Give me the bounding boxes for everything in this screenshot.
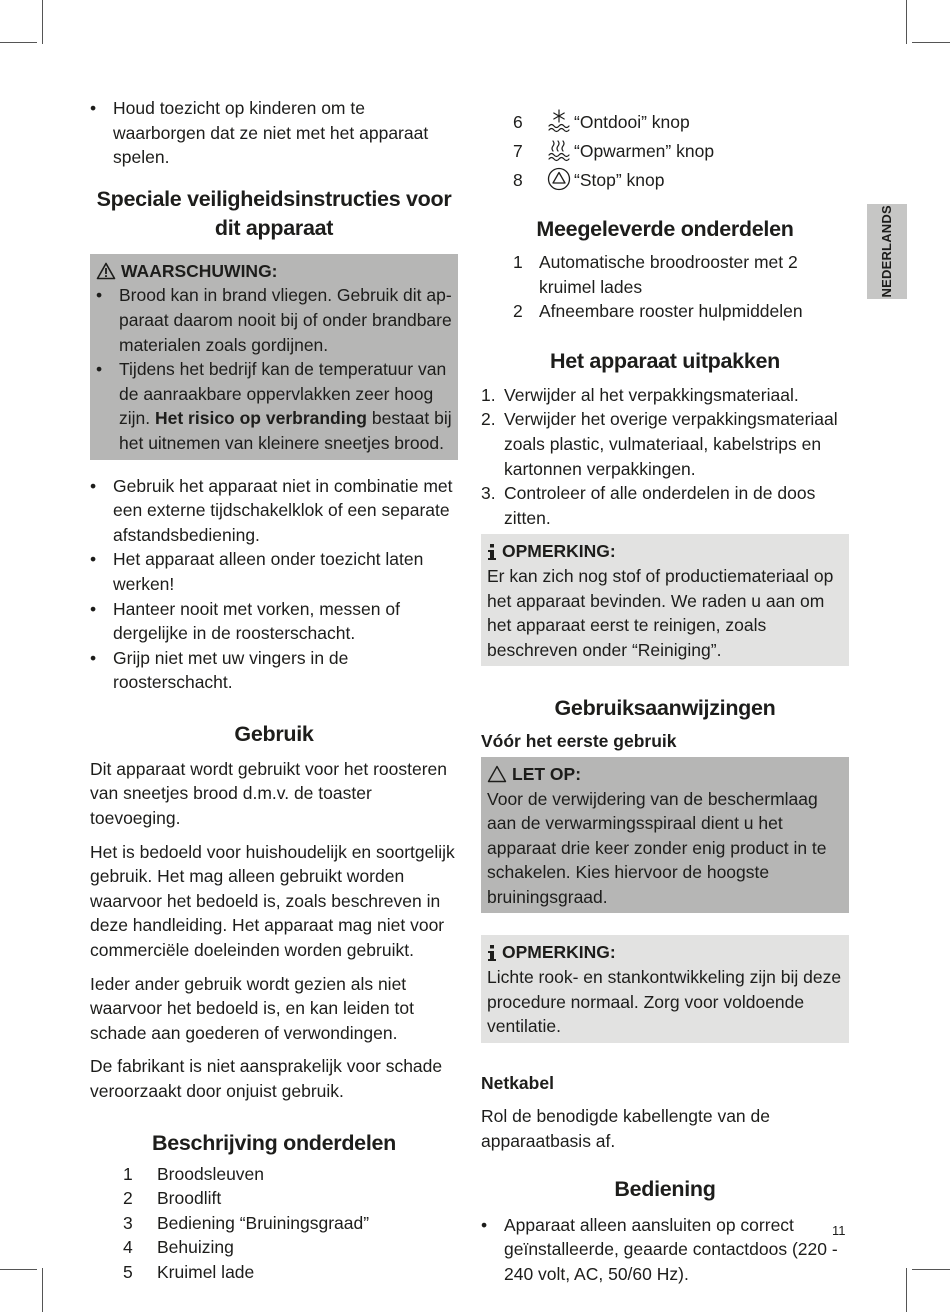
burn-risk-emphasis: Het risico op verbranding bbox=[155, 408, 367, 429]
right-column bbox=[481, 96, 849, 1286]
list-item: 1 Automatische broodrooster met 2 kruimel lades bbox=[513, 252, 798, 297]
safety-bullet-list bbox=[90, 474, 458, 695]
usage-heading: Gebruik bbox=[234, 721, 314, 746]
warning-box bbox=[90, 254, 458, 460]
stop-icon bbox=[547, 167, 571, 191]
usage-paragraph: Ieder ander gebruik wordt gezien als niet waarvoor het bedoeld is, en kan leiden tot schade aan goederen of verwondingen. bbox=[90, 973, 414, 1043]
warning-title: WAARSCHUWING: bbox=[96, 259, 452, 284]
parts-heading: Beschrijving onderdelen bbox=[152, 1130, 396, 1155]
supplied-list bbox=[481, 250, 849, 324]
caution-title: LET OP: bbox=[487, 762, 843, 787]
list-item: • Hanteer nooit met vorken, messen of dergelijke in de roosterschacht. bbox=[90, 597, 458, 646]
note-text: Lichte rook- en stankontwikkeling zijn bij deze procedure normaal. Zorg voor voldoende ventilatie. bbox=[487, 967, 842, 1037]
usage-paragraph: Dit apparaat wordt gebruikt voor het roosteren van sneetjes brood d.m.v. de toaster toevoeging. bbox=[90, 758, 447, 829]
info-icon bbox=[487, 543, 497, 561]
list-item: 5 Kruimel lade bbox=[123, 1261, 255, 1282]
note-text: Er kan zich nog stof of productiemateriaal op het apparaat bevinden. We raden u aan om het apparaat eerst te reinigen, zoals beschreven onder “Reiniging”. bbox=[487, 565, 834, 660]
note-title: OPMERKING: bbox=[487, 940, 843, 965]
operation-heading: Bediening bbox=[614, 1176, 716, 1201]
list-item: 8 “Stop” knop bbox=[512, 166, 849, 195]
crop-mark bbox=[0, 1269, 37, 1270]
list-item: 1 Broodsleuven bbox=[123, 1163, 265, 1184]
list-item: 7 “Opwarmen” knop bbox=[512, 137, 849, 166]
list-item: 3 Bediening “Bruiningsgraad” bbox=[123, 1212, 370, 1233]
crop-mark bbox=[912, 1269, 950, 1270]
warning-bullet: • Tijdens het bedrijf kan de temperatuur van de aanraakbare oppervlakken zeer hoog zijn. Het risico op verbranding bestaat bij het uitnemen van kleinere sneetjes brood. bbox=[96, 357, 452, 455]
reheat-icon bbox=[547, 138, 571, 162]
defrost-icon bbox=[547, 109, 571, 133]
list-item: • Het apparaat alleen onder toezicht laten werken! bbox=[90, 547, 458, 596]
first-use-heading: Vóór het eerste gebruik bbox=[481, 731, 677, 752]
caution-triangle-icon bbox=[487, 765, 507, 783]
note-title: OPMERKING: bbox=[487, 539, 843, 564]
caution-text: Voor de verwijdering van de beschermlaag aan de verwarmingsspiraal dient u het apparaat drie keer zonder enig product in te schakelen. Kies hiervoor de hoogste bruiningsgraad. bbox=[487, 788, 827, 907]
crop-mark bbox=[906, 0, 907, 44]
usage-paragraph: Het is bedoeld voor huishoudelijk en soortgelijk gebruik. Het mag alleen gebruikt worden waarvoor het bedoeld is, zoals beschreven in deze handleiding. Het apparaat mag niet voor commerciële doeleinden worden gebruikt. bbox=[90, 841, 455, 961]
crop-mark bbox=[42, 1268, 43, 1312]
crop-mark bbox=[0, 42, 37, 43]
page-number: 11 bbox=[832, 1223, 846, 1238]
list-item: 6 “Ontdooi” knop bbox=[512, 108, 849, 137]
caution-box bbox=[481, 757, 849, 914]
language-tab-label: NEDERLANDS bbox=[878, 205, 894, 298]
list-item: 1. Verwijder al het verpakkingsmateriaal. bbox=[481, 384, 799, 405]
info-icon bbox=[487, 944, 497, 962]
language-tab bbox=[867, 204, 907, 299]
parts-list bbox=[90, 1162, 458, 1285]
instructions-heading: Gebruiksaanwijzingen bbox=[554, 696, 776, 721]
usage-paragraph: De fabrikant is niet aansprakelijk voor schade veroorzaakt door onjuist gebruik. bbox=[90, 1056, 443, 1101]
note-box bbox=[481, 534, 849, 666]
crop-mark bbox=[912, 42, 950, 43]
operation-bullet: • Apparaat alleen aansluiten op correct geïnstalleerde, geaarde contactdoos (220 - 240 volt, AC, 50/60 Hz). bbox=[481, 1213, 849, 1287]
unpack-heading: Het apparaat uitpakken bbox=[550, 348, 780, 373]
supplied-heading: Meegeleverde onderdelen bbox=[536, 217, 794, 241]
safety-heading: Speciale veiligheidsinstructies voor dit apparaat bbox=[96, 186, 452, 240]
list-item: 2 Broodlift bbox=[123, 1188, 222, 1209]
warning-triangle-icon bbox=[96, 262, 116, 280]
warning-bullet: • Brood kan in brand vliegen. Gebruik dit apparaat daarom nooit bij of onder brandbare materialen zoals gordijnen. bbox=[96, 283, 452, 357]
list-item: • Grijp niet met uw vingers in de roosterschacht. bbox=[90, 646, 458, 695]
list-item: • Gebruik het apparaat niet in combinatie met een externe tijdschakelklok of een separate afstandsbediening. bbox=[90, 474, 458, 548]
cable-heading: Netkabel bbox=[481, 1072, 554, 1093]
list-item: 2 Afneembare rooster hulpmiddelen bbox=[513, 301, 803, 322]
crop-mark bbox=[42, 0, 43, 44]
left-column bbox=[90, 96, 458, 1285]
note-box bbox=[481, 935, 849, 1042]
parts-list-continued bbox=[481, 108, 849, 195]
list-item: 4 Behuizing bbox=[123, 1237, 234, 1258]
crop-mark bbox=[906, 1268, 907, 1312]
cable-text: Rol de benodigde kabellengte van de apparaatbasis af. bbox=[481, 1106, 770, 1152]
intro-bullet: • Houd toezicht op kinderen om te waarborgen dat ze niet met het apparaat spelen. bbox=[90, 96, 458, 170]
list-item: 2. Verwijder het overige verpakkingsmateriaal zoals plastic, vulmateriaal, kabelstrips en kartonnen verpakkingen. bbox=[481, 409, 838, 479]
unpack-steps bbox=[481, 383, 849, 531]
list-item: 3. Controleer of alle onderdelen in de doos zitten. bbox=[481, 483, 816, 528]
